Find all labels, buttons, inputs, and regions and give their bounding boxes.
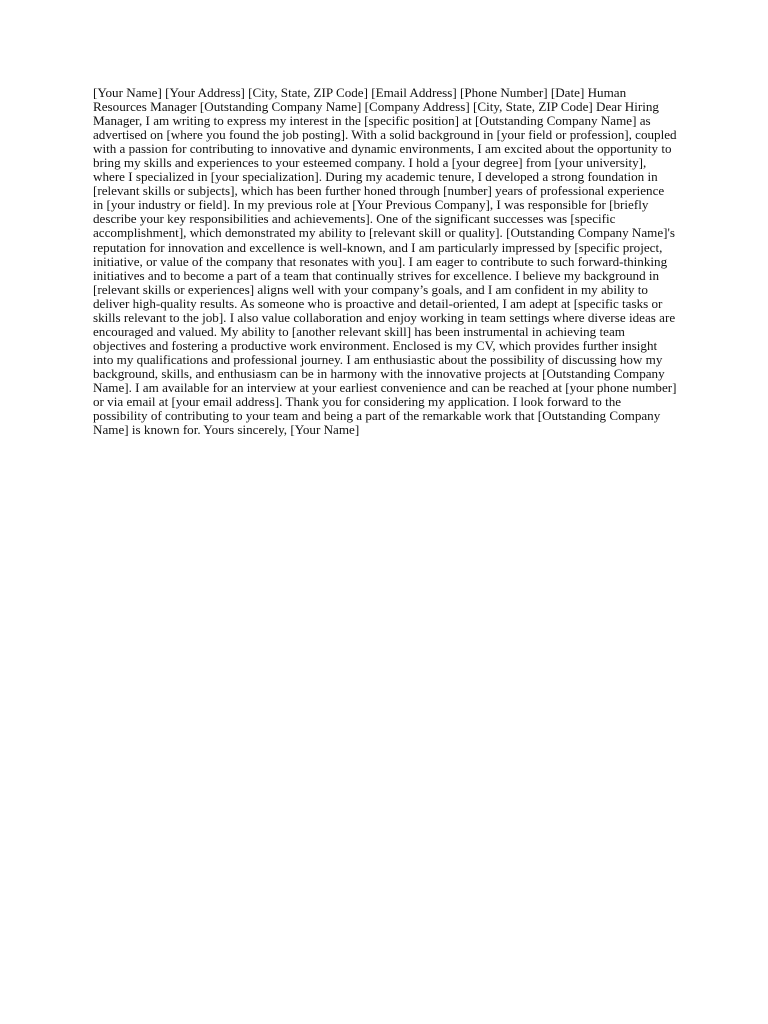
cover-letter-text: [Your Name] [Your Address] [City, State, ZIP Code] [Email Address] [Phone Number] [Date] Human Resources Manager [Outstanding Company Name] [Company Address] [City, State, ZIP Code] Dear Hiring Manager, I am writing to express my interest in the [specific position] at [Outstanding Company Name] as advertised on [where you found the job posting]. With a solid background in [your field or profession], coupled with a passion for contributing to innovative and dynamic environments, I am excited about the opportunity to bring my skills and experiences to your esteemed company. I hold a [your degree] from [your university], where I specialized in [your specialization]. During my academic tenure, I developed a strong foundation in [relevant skills or subjects], which has been further honed through [number] years of professional experience in [your industry or field]. In my previous role at [Your Previous Company], I was responsible for [briefly describe your key responsibilities and achievements]. One of the significant successes was [specific accomplishment], which demonstrated my ability to [relevant skill or quality]. [Outstanding Company Name]'s reputation for innovation and excellence is well-known, and I am particularly impressed by [specific project, initiative, or value of the company that resonates with you]. I am eager to contribute to such forward-thinking initiatives and to become a part of a team that continually strives for excellence. I believe my background in [relevant skills or experiences] aligns well with your company’s goals, and I am confident in my ability to deliver high-quality results. As someone who is proactive and detail-oriented, I am adept at [specific tasks or skills relevant to the job]. I also value collaboration and enjoy working in team settings where diverse ideas are encouraged and valued. My ability to [another relevant skill] has been instrumental in achieving team objectives and fostering a productive work environment. Enclosed is my CV, which provides further insight into my qualifications and professional journey. I am enthusiastic about the possibility of discussing how my background, skills, and enthusiasm can be in harmony with the innovative projects at [Outstanding Company Name]. I am available for an interview at your earliest convenience and can be reached at [your phone number] or via email at [your email address]. Thank you for considering my application. I look forward to the possibility of contributing to your team and being a part of the remarkable work that [Outstanding Company Name] is known for. Yours sincerely, [Your Name] [93,85,677,438]
